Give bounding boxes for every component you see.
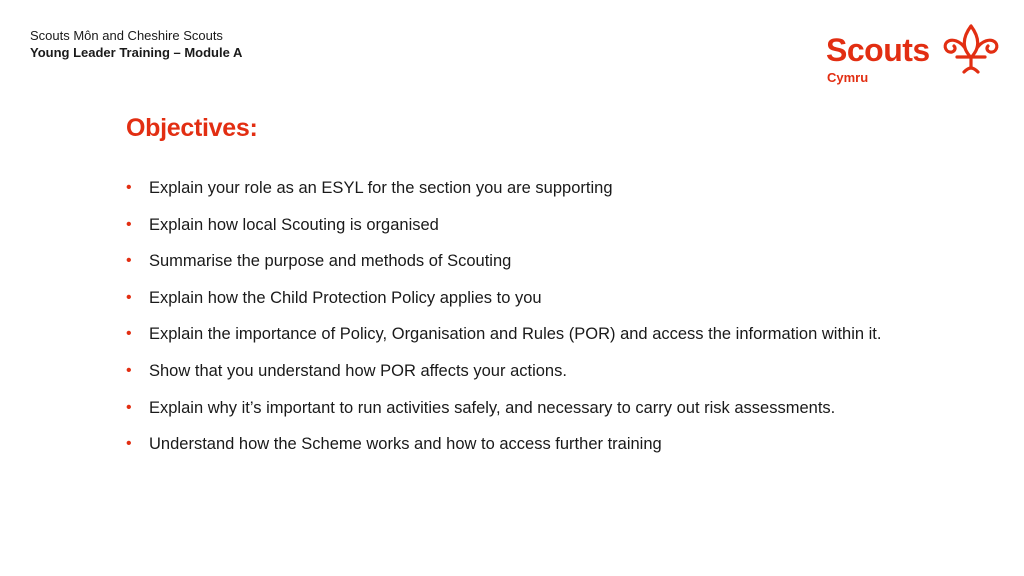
objectives-list (126, 176, 926, 469)
bullet-icon: • (126, 252, 132, 270)
logo-wordmark: Scouts (826, 32, 930, 68)
bullet-icon: • (126, 179, 132, 196)
objective-text: Explain how the Child Protection Policy applies to you (149, 288, 542, 307)
module-title: Young Leader Training – Module A (30, 45, 243, 60)
objective-text: Understand how the Scheme works and how to access further training (149, 435, 662, 454)
bullet-icon: • (126, 288, 132, 306)
bullet-icon: • (126, 325, 132, 343)
bullet-icon: • (126, 215, 132, 233)
objective-text: Explain how local Scouting is organised (149, 215, 439, 234)
list-item (126, 322, 926, 346)
list-item (126, 432, 926, 456)
list-item (126, 396, 926, 420)
list-item (126, 249, 926, 273)
organisation-name: Scouts Môn and Cheshire Scouts (30, 28, 223, 43)
objective-text: Explain why it’s important to run activities safely, and necessary to carry out risk assessments. (149, 398, 836, 417)
bullet-icon: • (126, 435, 132, 453)
list-item (126, 286, 926, 310)
objective-text: Show that you understand how POR affects your actions. (149, 361, 567, 380)
list-item (126, 176, 926, 200)
list-item (126, 213, 926, 237)
fleur-de-lis-icon (942, 24, 1000, 76)
bullet-icon: • (126, 361, 132, 379)
scouts-cymru-logo (826, 24, 1001, 88)
logo-subtitle: Cymru (827, 70, 869, 85)
list-item (126, 359, 926, 383)
objective-text: Explain the importance of Policy, Organisation and Rules (POR) and access the information within it. (149, 325, 882, 344)
slide-header (30, 27, 242, 61)
slide-title: Objectives: (126, 114, 258, 142)
objective-text: Explain your role as an ESYL for the section you are supporting (149, 179, 613, 197)
bullet-icon: • (126, 398, 132, 416)
objective-text: Summarise the purpose and methods of Scouting (149, 252, 512, 271)
